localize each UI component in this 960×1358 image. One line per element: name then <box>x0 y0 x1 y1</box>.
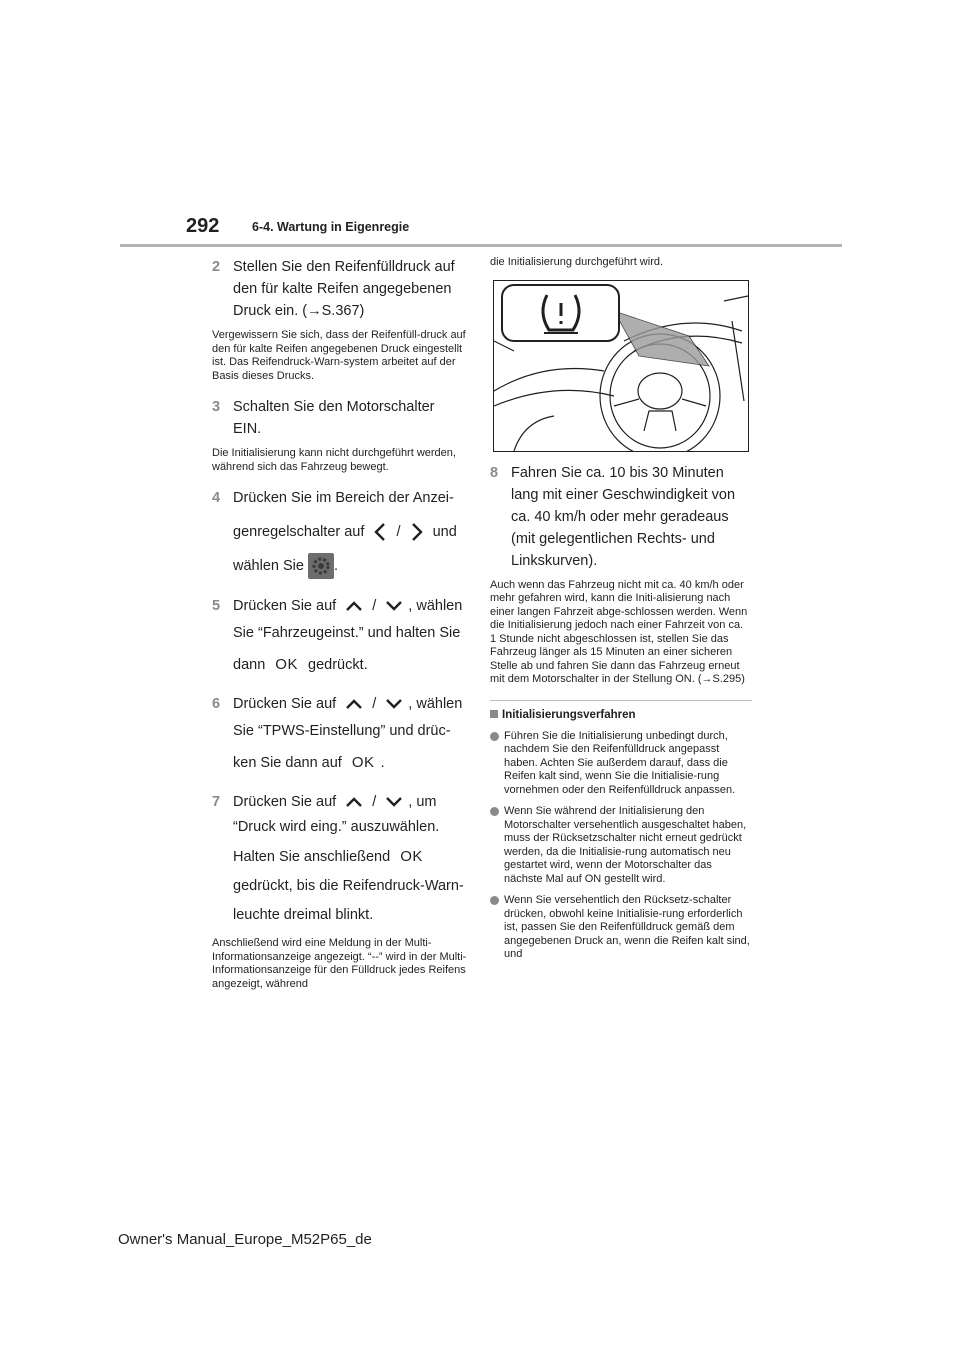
subsection-heading <box>490 709 752 721</box>
step-text: wählen Sie <box>233 558 304 574</box>
step-text: gedrückt, bis die Reifendruck-Warn- <box>233 878 464 894</box>
step-text: . <box>333 558 338 574</box>
section-title: 6-4. Wartung in Eigenregie <box>252 220 410 234</box>
step-text: , um <box>408 794 437 810</box>
step-text: , wählen <box>408 696 463 712</box>
note-text: Vergewissern Sie sich, dass der Reifenfüll-druck auf den für kalte Reifen angegebenen Druck eingestellt ist. Das Reifendruck-Warn-system arbeitet auf der Basis dieses Drucks. <box>212 329 466 382</box>
step-text: Drücken Sie auf <box>233 598 337 614</box>
separator: / <box>372 696 377 712</box>
step-text: Drücken Sie auf <box>233 794 337 810</box>
step-text: . <box>380 755 385 771</box>
chevron-up-icon <box>345 796 363 808</box>
step-text: Fahren Sie ca. 10 bis 30 Minuten <box>511 464 724 481</box>
chevron-down-icon <box>385 600 403 612</box>
step-text: Druck ein. (→S.367) <box>233 303 365 319</box>
step-text: Stellen Sie den Reifenfülldruck auf <box>233 259 455 275</box>
step-text: Sie “TPWS-Einstellung” und drüc- <box>233 723 451 739</box>
bullet-dot-icon <box>490 896 499 905</box>
step-text: ca. 40 km/h oder mehr geradeaus <box>511 508 729 525</box>
step-7 <box>212 791 470 930</box>
page-number: 292 <box>186 215 220 237</box>
step-6 <box>212 693 470 779</box>
right-column <box>490 256 752 970</box>
left-column <box>212 256 470 1004</box>
chevron-down-icon <box>385 698 403 710</box>
separator: / <box>372 794 377 810</box>
step-2 <box>212 256 470 322</box>
step-5 <box>212 595 470 681</box>
step-text: Sie “Fahrzeugeinst.” und halten Sie <box>233 625 461 641</box>
bullet-item <box>490 805 752 886</box>
footer-text: Owner's Manual_Europe_M52P65_de <box>118 1231 372 1248</box>
step-text: den für kalte Reifen angegebenen <box>233 281 452 297</box>
note-text: Die Initialisierung kann nicht durchgeführt werden, während sich das Fahrzeug bewegt. <box>212 447 456 473</box>
step-text: und <box>432 524 457 540</box>
chevron-up-icon <box>345 698 363 710</box>
step-text: genregelschalter auf <box>233 524 365 540</box>
step-text: Drücken Sie im Bereich der Anzei- <box>233 490 454 506</box>
chevron-down-icon <box>385 796 403 808</box>
bullet-dot-icon <box>490 732 499 741</box>
chevron-up-icon <box>345 600 363 612</box>
section-divider <box>490 700 752 701</box>
bullet-dot-icon <box>490 807 499 816</box>
step-text: lang mit einer Geschwindigkeit von <box>511 486 736 503</box>
settings-gear-icon <box>308 553 334 579</box>
bullet-text: Wenn Sie während der Initialisierung den Motorschalter versehentlich ausgeschaltet haben, muss der Rücksetzschalter nicht erneut gedrückt werden, da die Initialisie-rung automatisch neu gestartet wird, wenn der Motorschalter das nächste Mal auf ON gestellt wird. <box>504 805 747 885</box>
step-4 <box>212 487 470 583</box>
step-number: 3 <box>212 399 221 415</box>
bullet-text: Wenn Sie versehentlich den Rücksetz-schalter drücken, obwohl keine Initialisie-rung erforderlich ist, passen Sie den Reifenfülldruck gemäß dem angegebenen Druck an, wenn die Reifen kalt sind, und <box>504 894 750 960</box>
step-number: 2 <box>212 259 221 275</box>
note-text: Auch wenn das Fahrzeug nicht mit ca. 40 km/h oder mehr gefahren wird, kann die Initi-alisierung nach einer langen Fahrzeit abge-schlossen werden. Wenn die Initialisierung jedoch nach einer Fahrzeit von ca. 1 Stunde nicht abgeschlossen ist, stellen Sie das Fahrzeug länger als 15 Minuten an einer sicheren Stelle ab und fahren Sie dann das Fahrzeug erneut mit dem Motorschalter in der Stellung ON. (→S.295) <box>490 578 748 685</box>
note-text: die Initialisierung durchgeführt wird. <box>490 256 664 268</box>
chevron-left-icon <box>373 522 387 542</box>
step-number: 4 <box>212 490 221 506</box>
step-text: Schalten Sie den Motorschalter <box>233 399 435 415</box>
step-text: dann <box>233 657 266 673</box>
separator: / <box>396 524 401 540</box>
separator: / <box>372 598 377 614</box>
chevron-right-icon <box>410 522 424 542</box>
dashboard-illustration <box>493 280 749 452</box>
step-3 <box>212 396 470 440</box>
step-text: , wählen <box>408 598 463 614</box>
bullet-text: Führen Sie die Initialisierung unbedingt durch, nachdem Sie den Reifenfülldruck angepasst haben. Achten Sie außerdem darauf, dass die Reifen kalt sind, wenn Sie die Initialisie-rung vornehmen oder den Reifenfülldruck anpassen. <box>504 729 736 796</box>
step-number: 5 <box>212 598 221 614</box>
step-number: 6 <box>212 696 221 712</box>
step-text: Drücken Sie auf <box>233 696 337 712</box>
step-text: “Druck wird eing.” auszuwählen. <box>233 819 440 835</box>
step-text: Linkskurven). <box>511 552 598 569</box>
ok-button-icon: OK <box>275 656 298 673</box>
step-text: Halten Sie anschließend <box>233 849 391 865</box>
step-text: ken Sie dann auf <box>233 755 342 771</box>
header-rule <box>120 244 842 247</box>
step-number: 7 <box>212 794 221 810</box>
heading-text: Initialisierungsverfahren <box>502 708 636 721</box>
ok-button-icon: OK <box>400 848 423 865</box>
dashboard-drawing <box>494 281 748 451</box>
square-bullet-icon <box>490 710 498 718</box>
note-text: Anschließend wird eine Meldung in der Multi-Informationsanzeige angezeigt. “--” wird in der Multi-Informationsanzeige für den Fülldruck jedes Reifens angezeigt, während <box>212 937 467 990</box>
step-text: gedrückt. <box>308 657 368 673</box>
ok-button-icon: OK <box>351 754 375 771</box>
step-text: (mit gelegentlichen Rechts- und <box>511 530 715 547</box>
step-text: leuchte dreimal blinkt. <box>233 907 374 923</box>
step-8 <box>490 462 752 572</box>
step-text: EIN. <box>233 421 262 437</box>
step-number: 8 <box>490 464 499 481</box>
bullet-item <box>490 730 752 798</box>
bullet-item <box>490 894 752 962</box>
